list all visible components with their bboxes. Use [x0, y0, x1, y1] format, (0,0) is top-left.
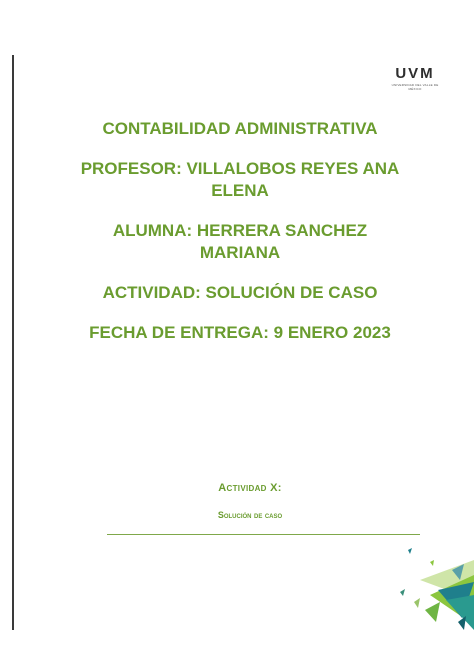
activity-line: ACTIVIDAD: SOLUCIÓN DE CASO	[102, 283, 378, 302]
cover-info	[40, 118, 440, 344]
geometric-triangles-decoration	[400, 540, 474, 630]
logo-text: UVM	[395, 65, 435, 82]
logo-subtitle: UNIVERSIDAD DEL VALLE DE MÉXICO	[391, 83, 439, 91]
activity-heading: Actividad X:	[218, 482, 282, 494]
subject-title: CONTABILIDAD ADMINISTRATIVA	[102, 119, 378, 138]
student-line-1: ALUMNA: HERRERA SANCHEZ	[112, 221, 368, 240]
teacher-line-1: PROFESOR: VILLALOBOS REYES ANA	[80, 159, 400, 178]
student-line-2: MARIANA	[199, 243, 281, 262]
teacher-line-2: ELENA	[211, 181, 269, 200]
uvm-logo	[389, 66, 441, 91]
left-vertical-rule	[12, 55, 14, 630]
bottom-divider	[107, 534, 420, 535]
due-date-line: FECHA DE ENTREGA: 9 ENERO 2023	[89, 323, 391, 342]
activity-subheading: Solución de caso	[217, 510, 283, 520]
